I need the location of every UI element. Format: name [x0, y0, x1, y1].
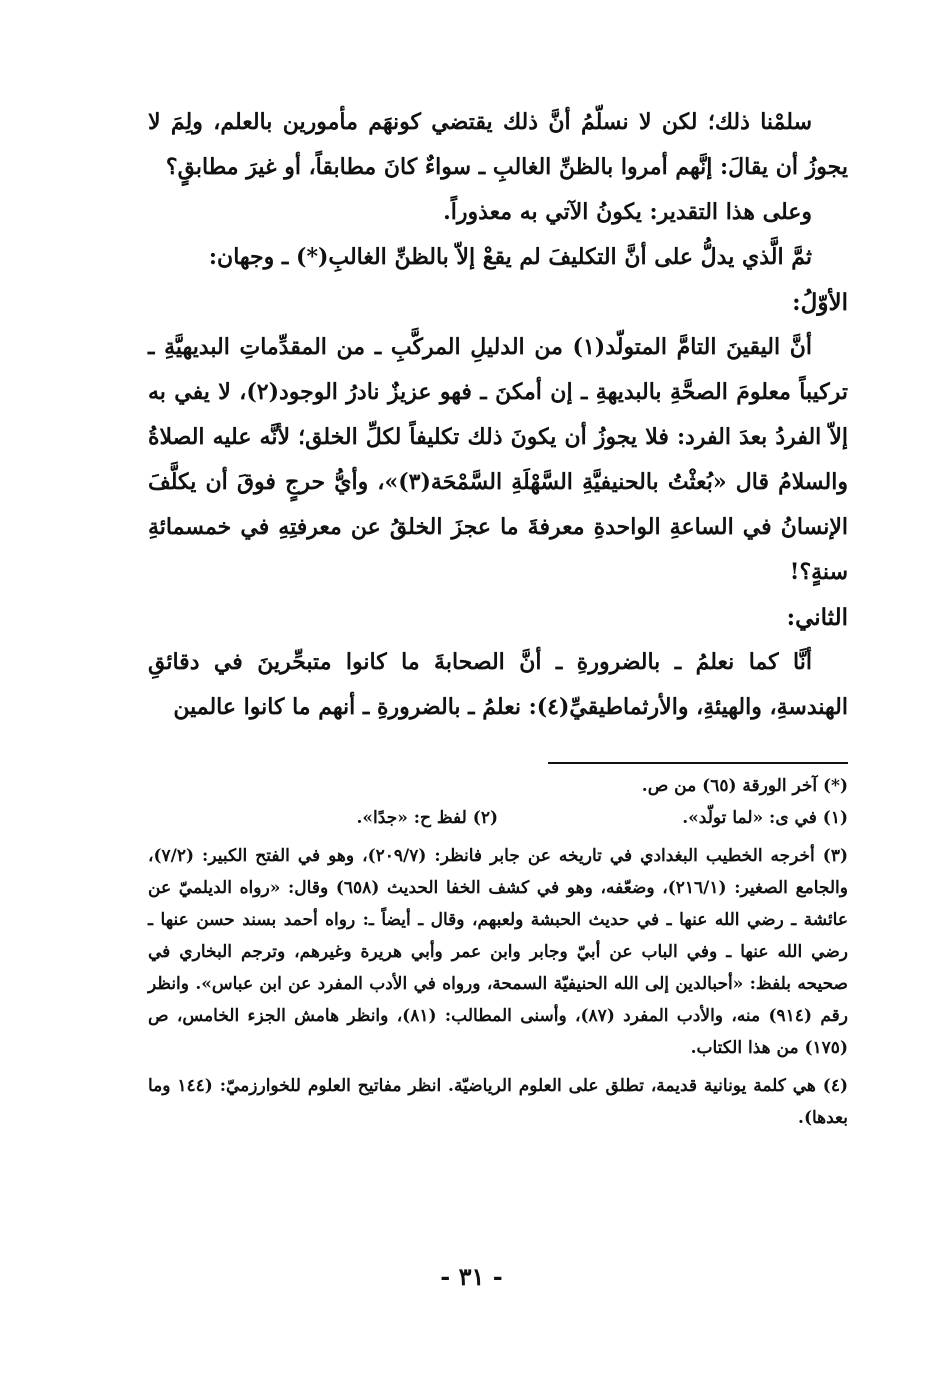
main-text [148, 100, 848, 730]
paragraph: أنَّ اليقينَ التامَّ المتولّد(١) من الدليلِ المركَّبِ ـ من المقدِّماتِ البديهيَّةِ ـ تركيباً معلومَ الصحَّةِ بالبديهةِ ـ إن أمكنَ ـ فهو عزيزٌ نادرُ الوجود(٢)، لا يفي به إلاّ الفردُ بعدَ الفرد: فلا يجوزُ أن يكونَ ذلك تكليفاً لكلِّ الخلق؛ لأنَّه عليه الصلاةُ والسلامُ قال «بُعثْتُ بالحنيفيَّةِ السَّهْلَةِ السَّمْحَة(٣)»، وأيُّ حرجٍ فوقَ أن يكلَّفَ الإنسانُ في الساعةِ الواحدةِ معرفةَ ما عجزَ الخلقُ عن معرفتِهِ في خمسمائةِ سنةٍ؟! [148, 334, 849, 585]
footnote-1: (١) في ى: «لما تولّد». [682, 808, 848, 828]
footnotes [148, 770, 848, 1134]
paragraph: وعلى هذا التقدير: يكونُ الآتي به معذوراً. [443, 199, 812, 225]
footnote-4: (٤) هي كلمة يونانية قديمة، تطلق على العلوم الرياضيّة. انظر مفاتيح العلوم للخوارزميّ: (١٤٤ وما بعدها). [148, 1076, 848, 1128]
paragraph: أنَّا كما نعلمُ ـ بالضرورةِ ـ أنَّ الصحابةَ ما كانوا متبحِّرينَ في دقائقِ الهندسةِ، والهيئةِ، والأرثماطيقيِّ(٤): نعلمُ ـ بالضرورةِ ـ أنهم ما كانوا عالمين [148, 649, 848, 720]
footnote-divider [548, 762, 848, 764]
paragraph: ثمَّ الَّذي يدلُّ على أنَّ التكليفَ لم يقعْ إلاّ بالظنِّ الغالبِ(*) ـ وجهان: [208, 244, 812, 270]
page-number: - ٣١ - [440, 1262, 503, 1291]
footnote-row [148, 802, 848, 834]
footnote-star: (*) آخر الورقة (٦٥) من ص. [641, 776, 848, 796]
section-heading-first: الأوّلُ: [792, 289, 848, 316]
section-heading-second: الثاني: [786, 604, 848, 631]
footnote-3: (٣) أخرجه الخطيب البغدادي في تاريخه عن جابر فانظر: (٢٠٩/٧)، وهو في الفتح الكبير: (٧/٢)، والجامع الصغير: (٢١٦/١)، وضعّفه، وهو في كشف الخفا الحديث (٦٥٨) وقال: «رواه الديلميّ عن عائشة ـ رضي الله عنها ـ في حديث الحبشة ولعبهم، وقال ـ أيضاً ـ: رواه أحمد بسند حسن عنها ـ رضي الله عنها ـ وفي الباب عن أبيّ وجابر وابن عمر وأبي هريرة وغيرهم، وترجم البخاري في صحيحه بلفظ: «أحبالدين إلى الله الحنيفيّة السمحة، ورواه في الأدب المفرد عن ابن عباس». وانظر رقم (٩١٤) منه، والأدب المفرد (٨٧)، وأسنى المطالب: (٨١)، وانظر هامش الجزء الخامس، ص (١٧٥) من هذا الكتاب. [148, 846, 849, 1058]
paragraph: سلمْنا ذلك؛ لكن لا نسلّمُ أنَّ ذلك يقتضي كونهَم مأمورين بالعلم، ولِمَ لا يجوزُ أن يقالَ: إنَّهم أمروا بالظنِّ الغالبِ ـ سواءٌ كانَ مطابقاً، أو غيرَ مطابقٍ؟ [148, 109, 848, 180]
footnote-2: (٢) لفظ ح: «جدًا». [356, 808, 498, 828]
